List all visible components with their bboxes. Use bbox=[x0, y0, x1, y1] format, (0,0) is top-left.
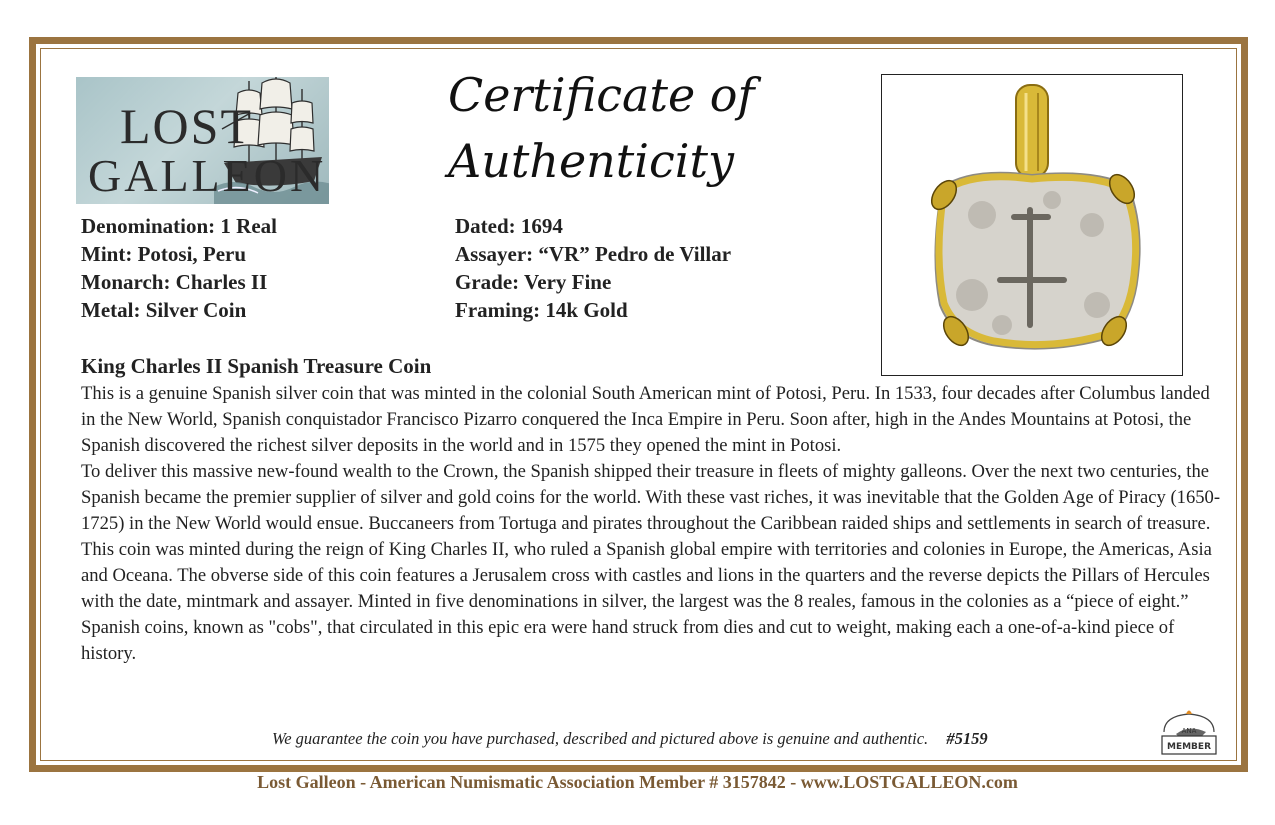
certificate-title bbox=[448, 62, 828, 194]
spec-mint: Mint: Potosi, Peru bbox=[81, 242, 247, 266]
ana-badge-top: ANA bbox=[1181, 727, 1197, 735]
specs-left-column bbox=[81, 212, 277, 324]
spec-grade: Grade: Very Fine bbox=[455, 270, 612, 294]
spec-dated: Dated: 1694 bbox=[455, 214, 563, 238]
paragraph-coin: This coin was minted during the reign of King Charles II, who ruled a Spanish global empire with territories and colonies in Europe, the Americas, Asia and Oceana. The obverse side of this coin features a Jerusalem cross with castles and lions in the quarters and the reverse depicts the Pillars of Hercules with the date, mintmark and assayer. Minted in five denominations in silver, the largest was the 8 reales, famous in the colonies as a “piece of eight.” Spanish coins, known as "cobs", that circulated in this epic era were hand struck from dies and cut to weight, making each a one-of-a-kind piece of history. bbox=[81, 539, 1212, 664]
spec-framing: Framing: 14k Gold bbox=[455, 298, 628, 322]
guarantee-text: We guarantee the coin you have purchased, described and pictured above is genuine and authentic. bbox=[272, 729, 929, 748]
title-line-1: Certificate of bbox=[448, 68, 755, 122]
paragraph-treasure: To deliver this massive new-found wealth to the Crown, the Spanish shipped their treasure in fleets of mighty galleons. Over the next two centuries, the Spanish became the premier supplier of silver and gold coins for the world. With these vast riches, it was inevitable that the Golden Age of Piracy (1650-1725) in the New World would ensue. Buccaneers from Tortuga and pirates throughout the Caribbean raided ships and settlements in search of treasure. bbox=[81, 461, 1221, 534]
coin-photo-frame bbox=[881, 74, 1183, 376]
coin-pendant-image bbox=[882, 75, 1182, 375]
logo-text-lost: LOST bbox=[120, 98, 253, 154]
logo-text-galleon: GALLEON bbox=[88, 150, 327, 201]
spec-metal: Metal: Silver Coin bbox=[81, 298, 247, 322]
spec-monarch: Monarch: Charles II bbox=[81, 270, 268, 294]
ana-member-badge-icon bbox=[1156, 706, 1222, 761]
ana-badge-bottom: MEMBER bbox=[1167, 742, 1211, 752]
paragraph-history: This is a genuine Spanish silver coin that was minted in the colonial South American mint of Potosi, Peru. In 1533, four decades after Columbus landed in the New World, Spanish conquistador Francisco Pizarro conquered the Inca Empire in Peru. Soon after, high in the Andes Mountains at Potosi, the Spanish discovered the richest silver deposits in the world and in 1575 they opened the mint in Potosi. bbox=[81, 383, 1210, 456]
spec-assayer: Assayer: “VR” Pedro de Villar bbox=[455, 242, 732, 266]
specs-right-column bbox=[455, 212, 731, 324]
title-line-2: Authenticity bbox=[448, 134, 734, 188]
guarantee-line bbox=[272, 729, 988, 749]
spec-denomination: Denomination: 1 Real bbox=[81, 214, 277, 238]
footer-membership: Lost Galleon - American Numismatic Association Member # 3157842 - www.LOSTGALLEON.com bbox=[257, 772, 1018, 792]
description-body bbox=[81, 381, 1221, 667]
certificate-number: #5159 bbox=[946, 729, 988, 748]
section-heading: King Charles II Spanish Treasure Coin bbox=[81, 354, 432, 378]
lost-galleon-logo bbox=[76, 77, 329, 204]
